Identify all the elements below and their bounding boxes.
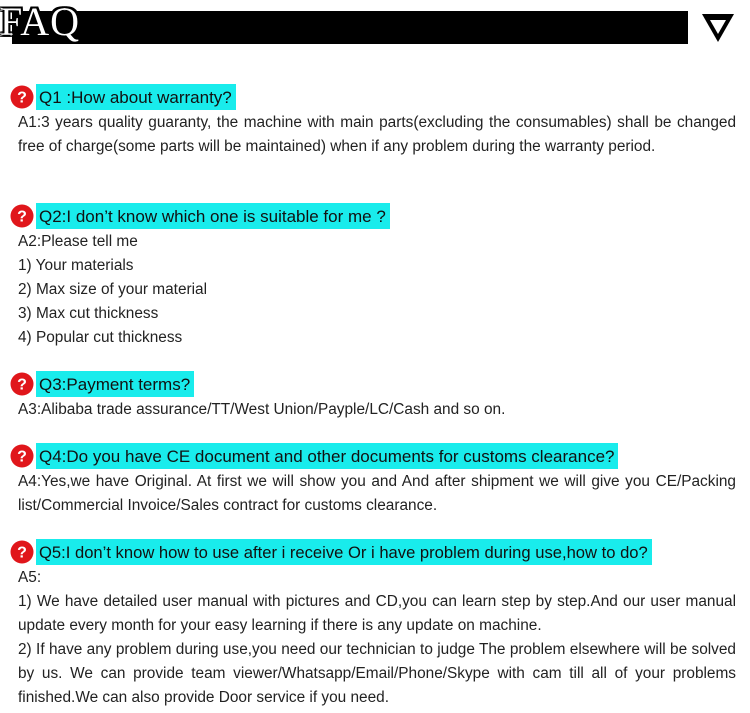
question-label: Q1 :How about warranty? (36, 84, 236, 110)
answer-text (18, 111, 736, 159)
answer-line: 2) Max size of your material (18, 281, 208, 298)
faq-item-q1 (0, 84, 750, 159)
svg-text:?: ? (17, 208, 27, 226)
answer-text (18, 398, 736, 422)
question-label: Q4:Do you have CE document and other documents for customs clearance? (36, 443, 618, 469)
answer-line: 3) Max cut thickness (18, 305, 159, 322)
faq-item-q2 (0, 203, 750, 350)
header-bar (12, 11, 688, 44)
faq-item-q3 (0, 371, 750, 422)
answer-line: A5: (18, 569, 42, 586)
down-triangle-icon (700, 12, 736, 44)
question-mark-circle-icon (10, 540, 34, 564)
svg-text:?: ? (17, 544, 27, 562)
question-mark-circle-icon (10, 372, 34, 396)
answer-line: 1) Your materials (18, 257, 134, 274)
svg-text:?: ? (17, 89, 27, 107)
answer-line: A3:Alibaba trade assurance/TT/West Union/Payple/LC/Cash and so on. (18, 401, 506, 418)
svg-text:?: ? (17, 448, 27, 466)
answer-line: A4:Yes,we have Original. At first we will show you and And after shipment we will give you CE/Packing list/Commercial Invoice/Sales contract for customs clearance. (18, 473, 736, 514)
question-label: Q5:I don’t know how to use after i receive Or i have problem during use,how to do? (36, 539, 652, 565)
question-label: Q2:I don’t know which one is suitable for me ? (36, 203, 390, 229)
answer-line: 4) Popular cut thickness (18, 329, 183, 346)
answer-text (18, 566, 736, 710)
answer-line: A1:3 years quality guaranty, the machine with main parts(excluding the consumables) shall be changed free of charge(some parts will be maintained) when if any problem during the warranty period. (18, 114, 736, 155)
faq-item-q4 (0, 443, 750, 518)
question-mark-circle-icon (10, 85, 34, 109)
answer-text (18, 230, 736, 350)
answer-line: 1) We have detailed user manual with pictures and CD,you can learn step by step.And our user manual update every month for your easy learning if there is any update on machine. (18, 593, 736, 634)
answer-text (18, 470, 736, 518)
page-title: FAQ (0, 0, 81, 44)
answer-line: A2:Please tell me (18, 233, 138, 250)
answer-line: 2) If have any problem during use,you need our technician to judge The problem elsewhere will be solved by us. We can provide team viewer/Whatsapp/Email/Phone/Skype with cam till all of your problems finished.We can also provide Door service if you need. (18, 641, 736, 706)
svg-text:?: ? (17, 376, 27, 394)
question-mark-circle-icon (10, 204, 34, 228)
question-mark-circle-icon (10, 444, 34, 468)
question-label: Q3:Payment terms? (36, 371, 194, 397)
faq-item-q5 (0, 539, 750, 710)
